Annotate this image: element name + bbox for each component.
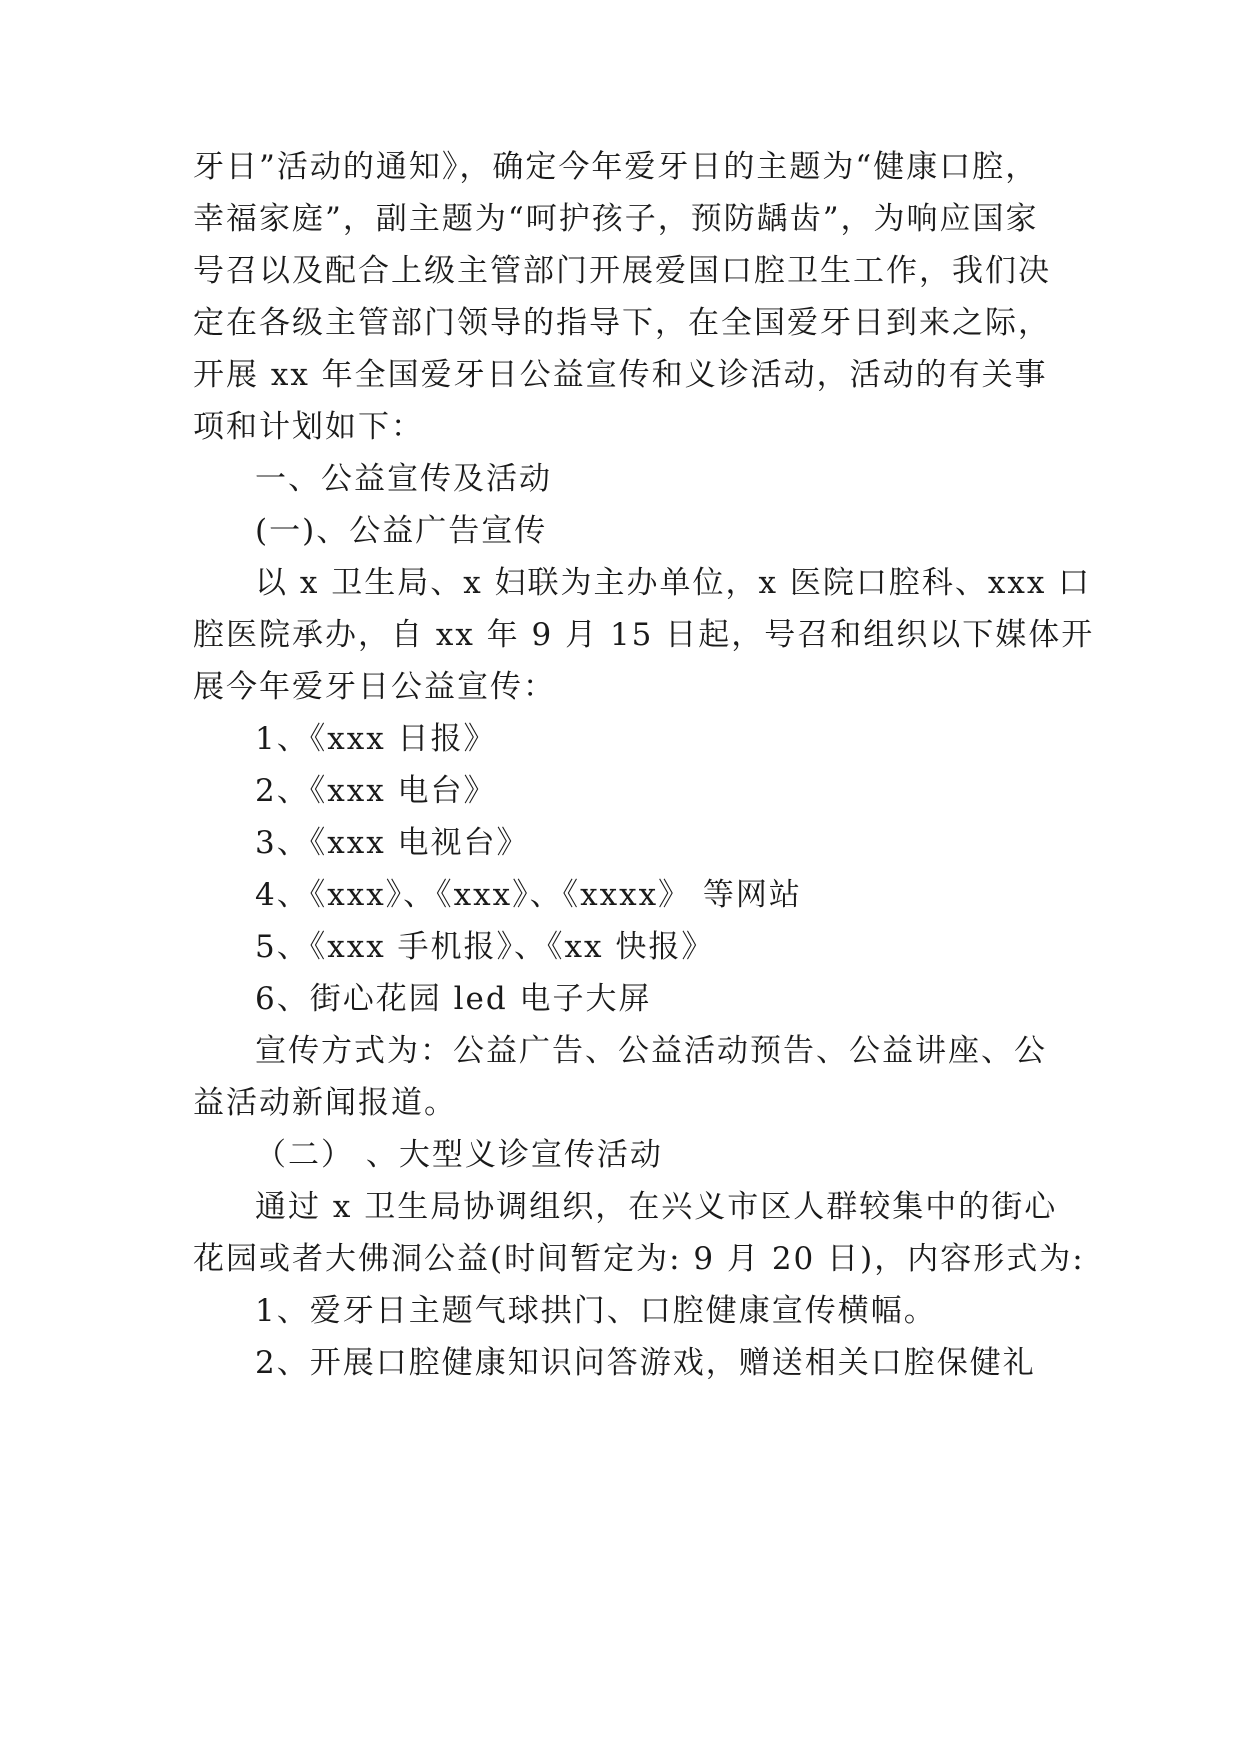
subsection-heading: （二） 、大型义诊宣传活动 bbox=[255, 1137, 663, 1173]
subsection-heading: (一)、公益广告宣传 bbox=[255, 513, 548, 549]
paragraph-line: 号召以及配合上级主管部门开展爱国口腔卫生工作，我们决 bbox=[193, 253, 1051, 289]
paragraph-line: 花园或者大佛洞公益(时间暂定为: 9 月 20 日)，内容形式为: bbox=[193, 1241, 1085, 1277]
list-item: 2、开展口腔健康知识问答游戏，赠送相关口腔保健礼 bbox=[255, 1345, 1036, 1381]
list-item: 2、《xxx 电台》 bbox=[255, 773, 497, 809]
list-item: 1、《xxx 日报》 bbox=[255, 721, 497, 757]
paragraph-line: 开展 xx 年全国爱牙日公益宣传和义诊活动，活动的有关事 bbox=[193, 357, 1048, 393]
paragraph-line: 益活动新闻报道。 bbox=[193, 1085, 457, 1121]
paragraph-line: 幸福家庭”，副主题为“呵护孩子，预防龋齿”，为响应国家 bbox=[193, 201, 1039, 237]
list-item: 1、爱牙日主题气球拱门、口腔健康宣传横幅。 bbox=[255, 1293, 937, 1329]
paragraph-line: 通过 x 卫生局协调组织，在兴义市区人群较集中的街心 bbox=[255, 1189, 1058, 1225]
paragraph-line: 展今年爱牙日公益宣传： bbox=[193, 669, 556, 705]
list-item: 5、《xxx 手机报》、《xx 快报》 bbox=[255, 929, 715, 965]
section-heading: 一、公益宣传及活动 bbox=[255, 461, 552, 497]
paragraph-line: 宣传方式为：公益广告、公益活动预告、公益讲座、公 bbox=[255, 1033, 1047, 1069]
paragraph-line: 以 x 卫生局、x 妇联为主办单位，x 医院口腔科、xxx 口 bbox=[255, 565, 1092, 601]
paragraph-line: 项和计划如下： bbox=[193, 409, 424, 445]
paragraph-line: 腔医院承办，自 xx 年 9 月 15 日起，号召和组织以下媒体开 bbox=[193, 617, 1095, 653]
paragraph-line: 定在各级主管部门领导的指导下，在全国爱牙日到来之际， bbox=[193, 305, 1051, 341]
list-item: 4、《xxx》、《xxx》、《xxxx》 等网站 bbox=[255, 877, 802, 913]
list-item: 3、《xxx 电视台》 bbox=[255, 825, 530, 861]
list-item: 6、街心花园 led 电子大屏 bbox=[255, 981, 652, 1017]
paragraph-line: 牙日”活动的通知》，确定今年爱牙日的主题为“健康口腔， bbox=[193, 149, 1039, 185]
